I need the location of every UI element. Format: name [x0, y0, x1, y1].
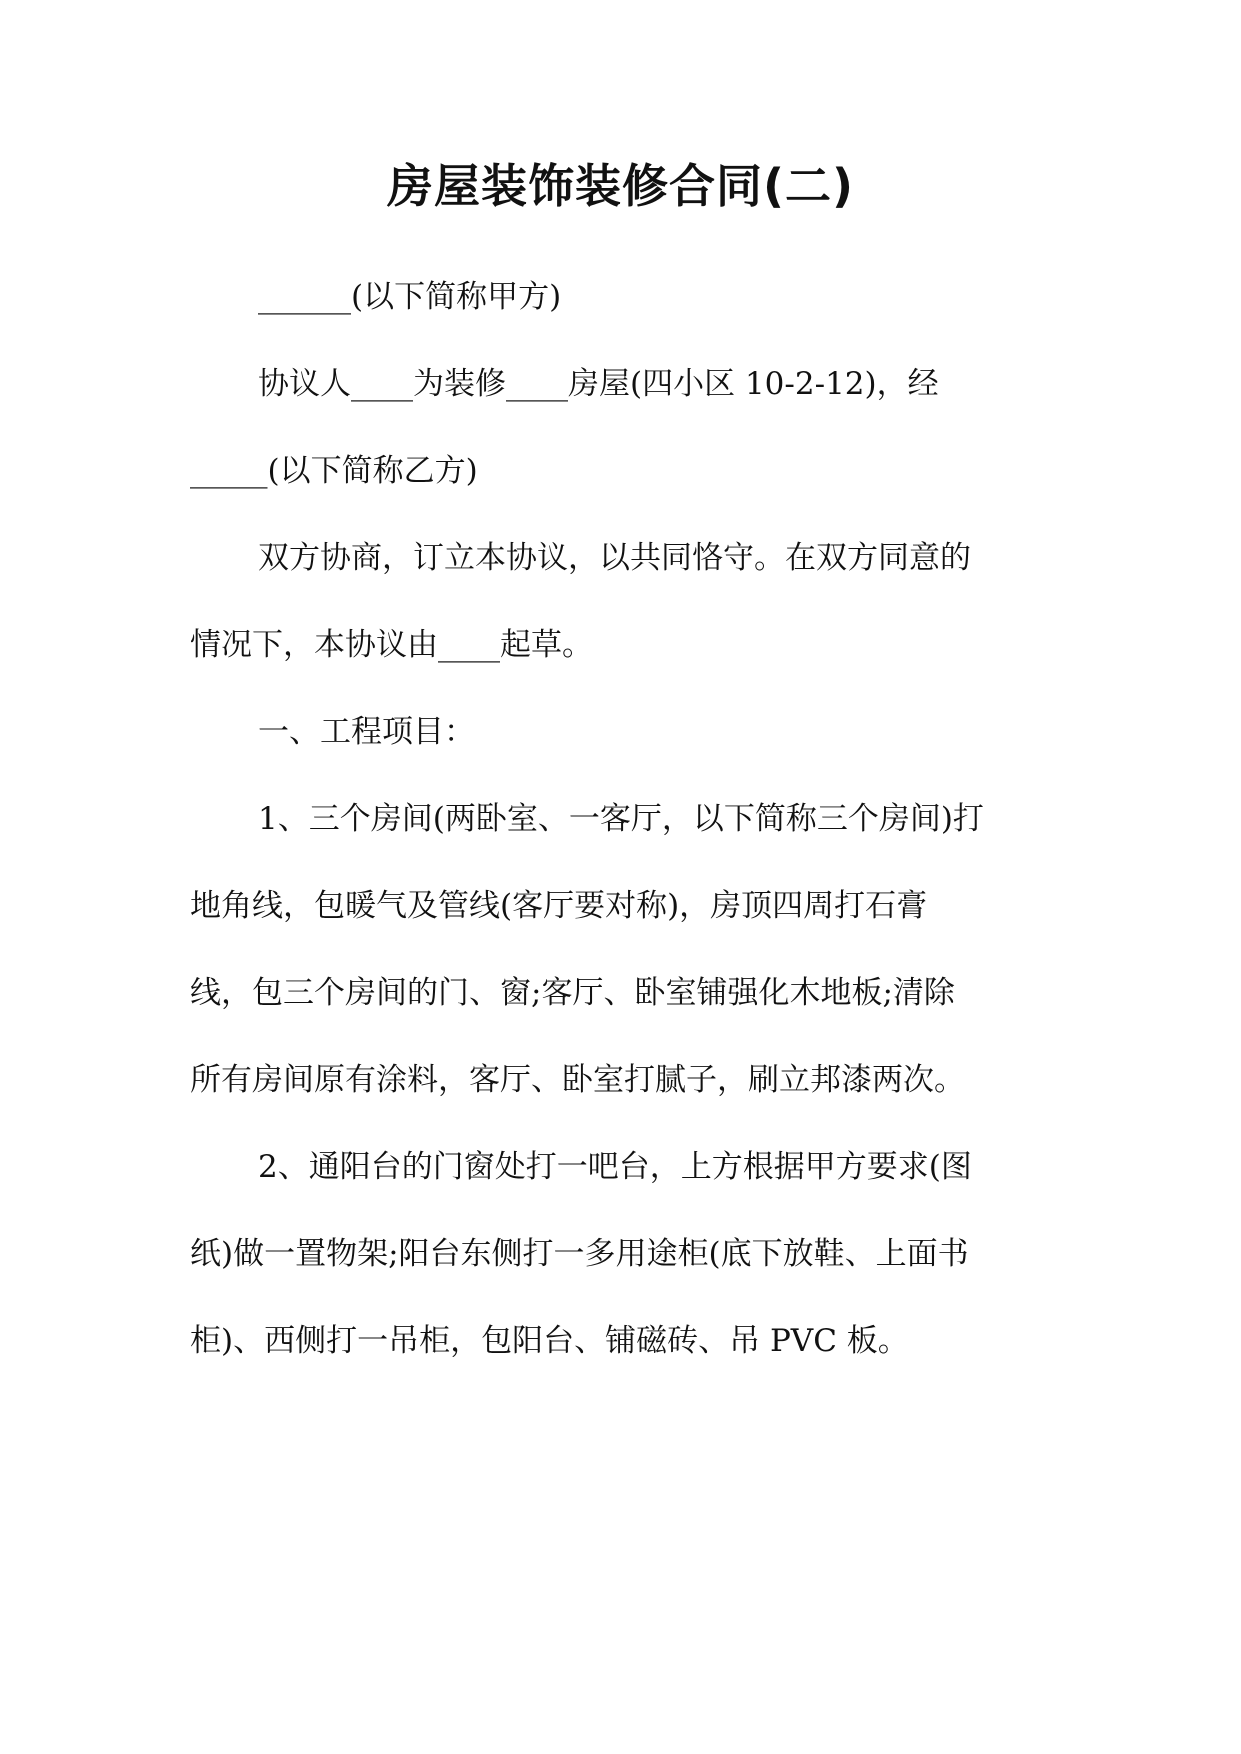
paragraph-line: 协议人____为装修____房屋(四小区 10-2-12)，经 — [258, 366, 939, 402]
paragraph-line: ______(以下简称甲方) — [258, 279, 562, 315]
paragraph-line: _____(以下简称乙方) — [190, 453, 478, 489]
paragraph-line: 地角线，包暖气及管线(客厅要对称)，房顶四周打石膏 — [190, 888, 928, 924]
paragraph-line: 线，包三个房间的门、窗;客厅、卧室铺强化木地板;清除 — [190, 975, 955, 1011]
paragraph-line: 纸)做一置物架;阳台东侧打一多用途柜(底下放鞋、上面书 — [190, 1236, 969, 1272]
section-heading: 一、工程项目： — [258, 714, 475, 750]
paragraph-line: 所有房间原有涂料，客厅、卧室打腻子，刷立邦漆两次。 — [190, 1062, 965, 1098]
paragraph-line: 1、三个房间(两卧室、一客厅，以下简称三个房间)打 — [258, 801, 984, 837]
paragraph-line: 柜)、西侧打一吊柜，包阳台、铺磁砖、吊 PVC 板。 — [190, 1323, 909, 1359]
paragraph-line: 2、通阳台的门窗处打一吧台，上方根据甲方要求(图 — [258, 1149, 972, 1185]
paragraph-line: 情况下，本协议由____起草。 — [190, 627, 593, 663]
paragraph-line: 双方协商，订立本协议，以共同恪守。在双方同意的 — [258, 540, 971, 576]
document-title: 房屋装饰装修合同(二) — [386, 159, 855, 213]
